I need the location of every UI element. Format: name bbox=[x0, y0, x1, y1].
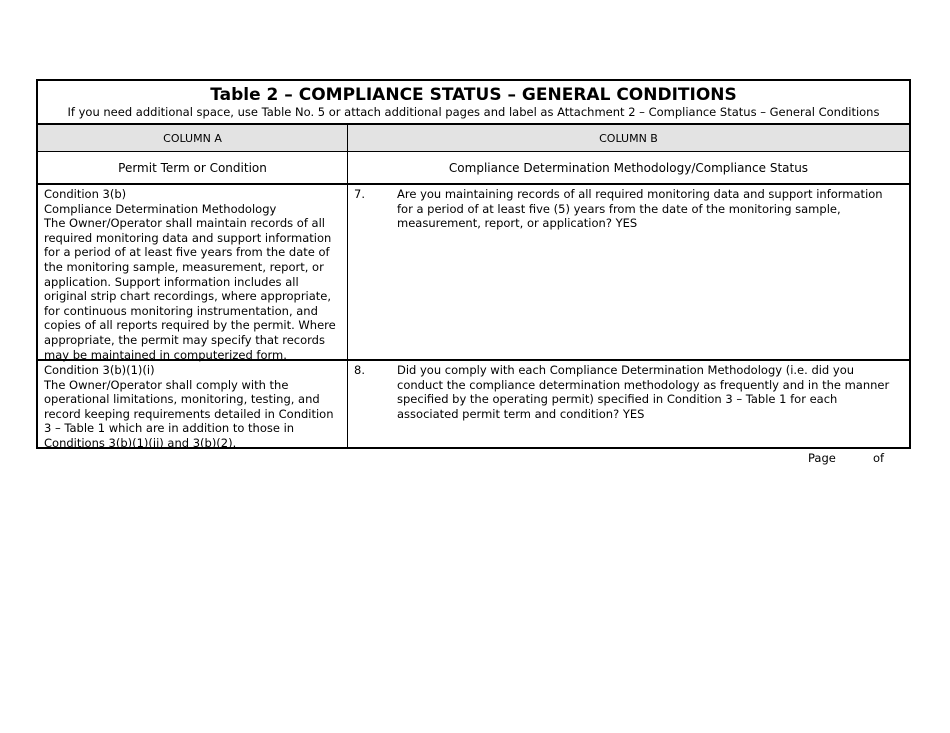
table-header bbox=[38, 81, 909, 123]
table-row bbox=[38, 359, 909, 450]
question-number: 8. bbox=[354, 363, 365, 377]
table-title: Table 2 – COMPLIANCE STATUS – GENERAL CONDITIONS bbox=[210, 85, 737, 105]
column-a-subheader: Permit Term or Condition bbox=[38, 151, 347, 185]
condition-title: Compliance Determination Methodology bbox=[44, 201, 277, 216]
condition-id: Condition 3(b)(1)(i) bbox=[44, 363, 155, 377]
compliance-status-cell bbox=[347, 361, 909, 447]
condition-text: The Owner/Operator shall maintain records of all required monitoring data and support information for a period of at least five years from the date of the monitoring sample, measurement, report, or application. Support information includes all original strip chart recordings, where appropriate, for continuous monitoring instrumentation, and copies of all reports required by the permit. Where appropriate, the permit may specify that records may be maintained in computerized form. bbox=[44, 216, 336, 362]
table-subtitle: If you need additional space, use Table No. 5 or attach additional pages and label as Attachment 2 – Compliance Status – General Conditions bbox=[67, 105, 880, 119]
question-text: Did you comply with each Compliance Determination Methodology (i.e. did you conduct the compliance determination methodology as frequently and in the manner specified by the operating permit) specified in Condition 3 – Table 1 for each associated permit term and condition? YES bbox=[397, 363, 890, 421]
question-text: Are you maintaining records of all required monitoring data and support information for a period of at least five (5) years from the date of the monitoring sample, measurement, report, or application? YES bbox=[397, 187, 883, 231]
table-row bbox=[38, 183, 909, 362]
column-b-subheader: Compliance Determination Methodology/Compliance Status bbox=[347, 151, 909, 185]
compliance-table bbox=[36, 79, 911, 449]
compliance-status-cell bbox=[347, 185, 909, 359]
permit-condition-cell bbox=[38, 185, 347, 362]
condition-text: The Owner/Operator shall comply with the operational limitations, monitoring, testing, and record keeping requirements detailed in Condition 3 – Table 1 which are in addition to those in Conditions 3(b)(1)(ii) and 3(b)(2). bbox=[44, 377, 334, 450]
condition-id: Condition 3(b) bbox=[44, 187, 127, 201]
page-label: Page bbox=[808, 451, 836, 465]
question-number: 7. bbox=[354, 187, 365, 201]
page-of-label: of bbox=[873, 451, 885, 465]
column-b-header: COLUMN B bbox=[347, 123, 909, 151]
column-a-header: COLUMN A bbox=[38, 123, 347, 151]
permit-condition-cell bbox=[38, 361, 347, 450]
